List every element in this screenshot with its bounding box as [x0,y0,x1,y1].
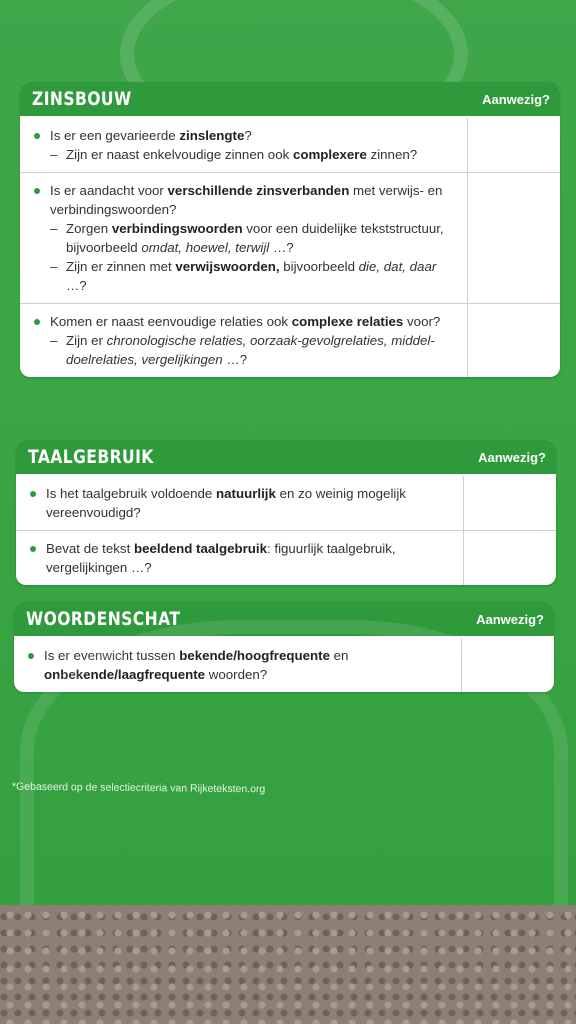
checklist-row [14,638,554,692]
aanwezig-check-cell[interactable] [468,173,560,303]
bold-text: beeldend taalgebruik [133,541,267,556]
bullet-icon [34,133,40,139]
aanwezig-check-cell[interactable] [464,476,556,530]
bullet-icon [34,188,40,194]
checklist-rows [16,476,556,585]
aanwezig-check-cell[interactable] [462,638,554,692]
text-segment: zinnen? [366,147,418,162]
main-question [34,312,459,331]
text-segment: : figuurlijk taalgebruik, vergelijkingen …? [46,541,396,575]
section-woordenschat [14,602,554,692]
section-title: TAALGEBRUIK [28,446,154,468]
aanwezig-column-header: Aanwezig? [482,91,550,107]
text-segment: voor een duidelijke tekststructuur, bijvoorbeeld [66,221,444,255]
text-segment: Zijn er zinnen met [66,259,176,274]
main-question [34,181,459,219]
main-question-text [44,646,453,684]
bold-text: verschillende zinsverbanden [167,183,350,198]
text-segment: met verwijs- en verbindingswoorden? [50,183,443,217]
checklist-row [20,303,560,377]
sub-question [50,331,459,369]
aanwezig-column-header: Aanwezig? [478,449,546,465]
text-segment: Zijn er naast enkelvoudige zinnen ook [66,147,293,162]
checklist-row [20,172,560,303]
question-text [16,476,464,530]
dash-icon: – [50,259,58,274]
text-segment: …? [269,240,294,255]
main-question [30,484,455,522]
text-segment: voor? [403,314,441,329]
bold-text: complexere [292,147,367,162]
section-header [16,440,556,476]
bold-text: verbindingswoorden [111,221,243,236]
main-question [34,126,459,145]
sub-question [50,219,459,257]
aanwezig-check-cell[interactable] [464,531,556,585]
text-segment: Zijn er [66,333,107,348]
footnote: *Gebaseerd op de selectiecriteria van Rijketeksten.org [11,780,266,796]
dash-icon: – [50,147,58,162]
checklist-rows [20,118,560,377]
question-text [20,304,468,377]
checklist-row [16,530,556,585]
text-segment: en [329,648,349,663]
text-segment: bijvoorbeeld [279,259,359,274]
text-segment: Is het taalgebruik voldoende [46,486,217,501]
main-question [30,539,455,577]
text-segment: …? [66,278,87,293]
main-question-text [46,539,455,577]
text-segment: Komen er naast eenvoudige relaties ook [50,314,292,329]
section-taalgebruik [16,440,556,585]
question-text [20,118,468,172]
sub-question-text [66,331,459,369]
text-segment: woorden? [205,667,268,682]
text-segment: …? [222,352,248,367]
section-title: ZINSBOUW [32,88,132,110]
bullet-icon [30,546,36,552]
text-segment: Zorgen [66,221,112,236]
question-text [20,173,468,303]
bold-text: verwijswoorden, [175,259,280,274]
text-segment: Is er aandacht voor [50,183,168,198]
section-zinsbouw [20,82,560,377]
main-question [28,646,453,684]
checklist-rows [14,638,554,692]
main-question-text [50,126,252,145]
main-question-text [50,181,459,219]
question-text [16,531,464,585]
bold-text: complexe relaties [291,314,404,329]
sub-question-text [66,145,417,164]
text-segment: ? [244,128,252,143]
aanwezig-check-cell[interactable] [468,304,560,377]
sub-question [50,257,459,295]
question-text [14,638,462,692]
dash-icon: – [50,221,58,236]
sub-question-text [66,219,459,257]
checklist-row [16,476,556,530]
main-question-text [50,312,440,331]
bold-text: zinslengte [179,128,245,143]
sub-question-text [66,257,459,295]
bullet-icon [30,491,36,497]
carpet-background [0,905,576,1024]
main-question-text [46,484,455,522]
checklist-row [20,118,560,172]
bullet-icon [28,653,34,659]
text-segment: en zo weinig mogelijk vereenvoudigd? [46,486,406,520]
bold-text: bekende/hoogfrequente [179,648,330,663]
aanwezig-column-header: Aanwezig? [476,611,544,627]
section-header [14,602,554,638]
italic-text: die, dat, daar [358,259,437,274]
section-title: WOORDENSCHAT [26,608,181,630]
bold-text: onbekende/laagfrequente [44,667,206,682]
sub-question [50,145,459,164]
dash-icon: – [50,333,58,348]
section-header [20,82,560,118]
italic-text: omdat, hoewel, terwijl [141,240,270,255]
italic-text: chronologische relaties, oorzaak-gevolgrelaties, middel-doelrelaties, vergelijkingen [66,333,435,367]
text-segment: Is er evenwicht tussen [44,648,180,663]
bold-text: natuurlijk [216,486,276,501]
text-segment: Is er een gevarieerde [50,128,180,143]
text-segment: Bevat de tekst [46,541,134,556]
aanwezig-check-cell[interactable] [468,118,560,172]
bullet-icon [34,319,40,325]
